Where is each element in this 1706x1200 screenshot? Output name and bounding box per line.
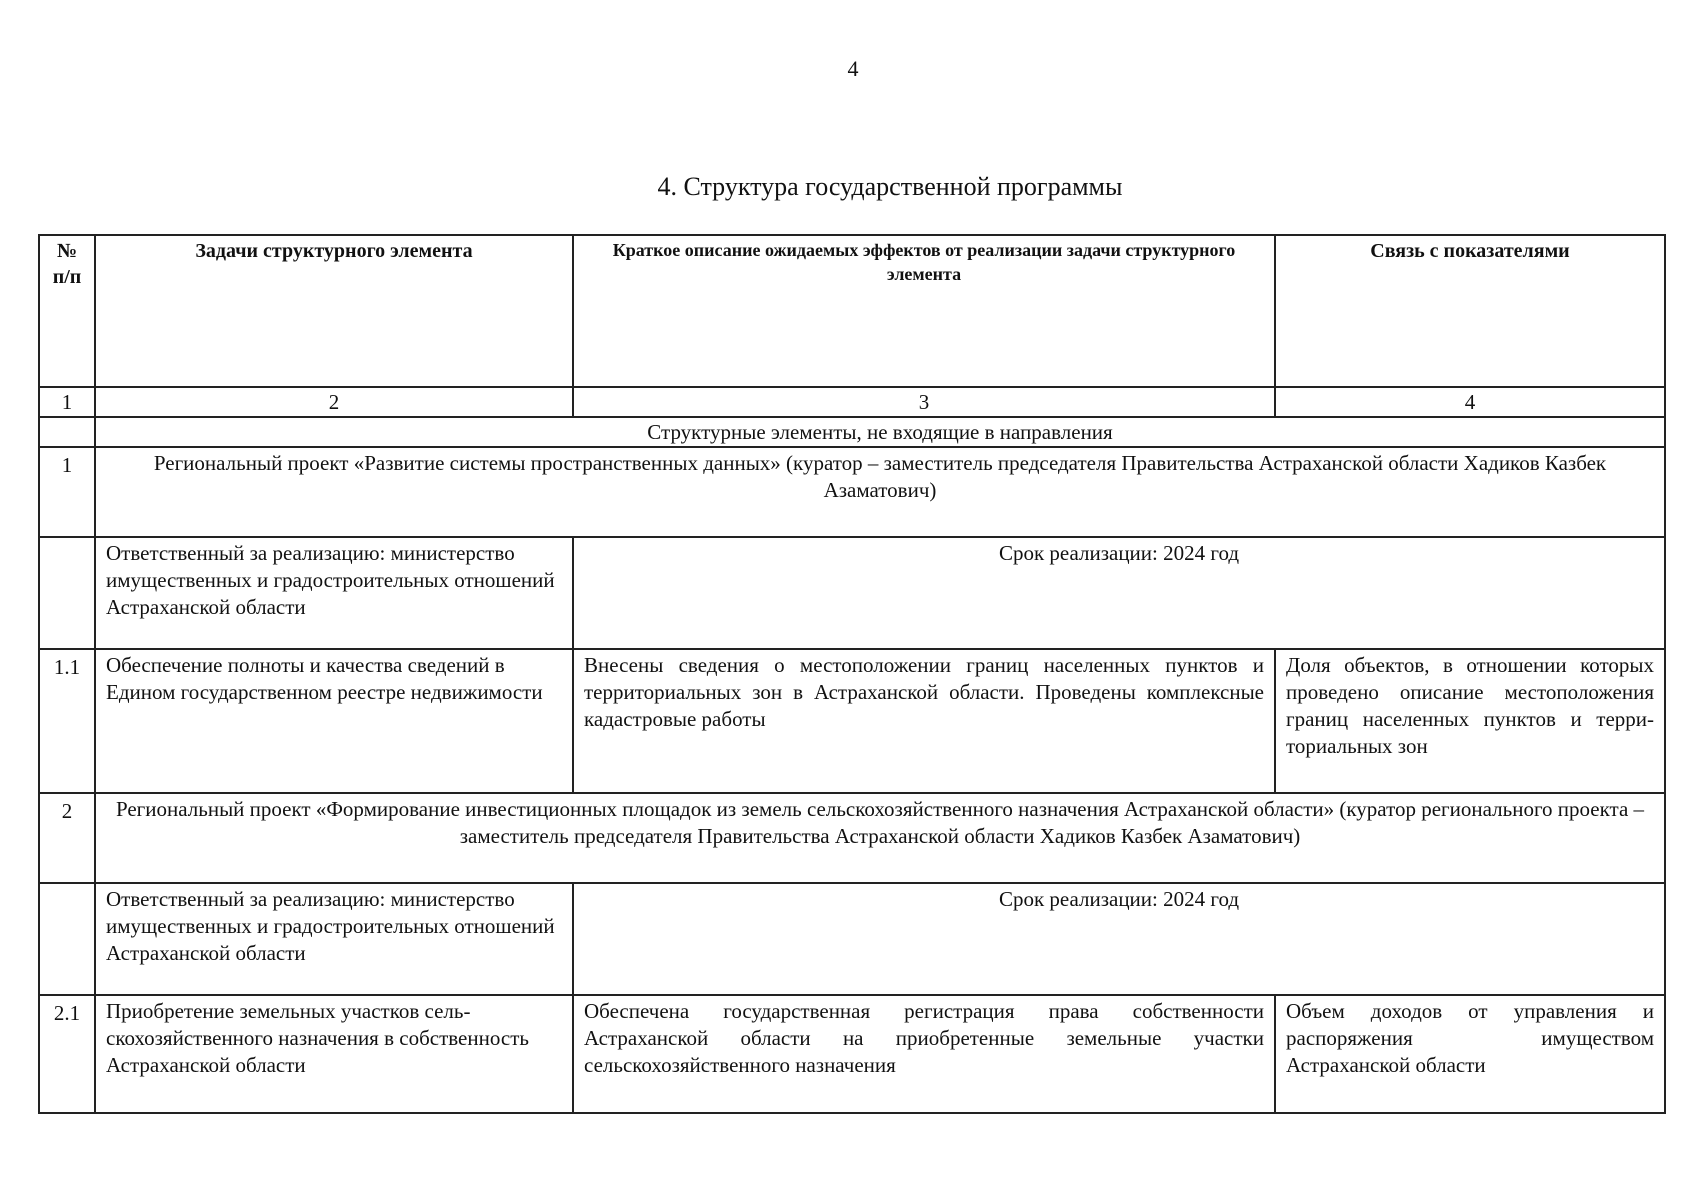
group-title: Структурные элементы, не входящие в направления <box>95 417 1665 447</box>
header-tasks: Задачи структурного элемента <box>95 235 573 387</box>
effect-cell: Внесены сведения о местоположении границ населенных пунктов и территориальных зон в Астраханской области. Проведены комплексные кадастровые работы <box>573 649 1275 793</box>
responsible-row <box>39 537 1665 649</box>
task-number: 1.1 <box>39 649 95 793</box>
task-row <box>39 649 1665 793</box>
task-number: 2.1 <box>39 995 95 1113</box>
project-title: Региональный проект «Формирование инвестиционных площадок из земель сельскохозяйственного назначения Астраханской области» (куратор регионального проекта – заместитель председателя Правительства Астраханской области Хадиков Казбек Азаматович) <box>95 793 1665 883</box>
header-effects: Краткое описание ожидаемых эффектов от реализации задачи структурного элемента <box>573 235 1275 387</box>
project-number: 2 <box>39 793 95 883</box>
page-number: 4 <box>847 56 859 81</box>
term-cell: Срок реализации: 2024 год <box>573 883 1665 995</box>
column-number: 4 <box>1275 387 1665 417</box>
effect-cell: Обеспечена государственная регистрация права собственности Астраханской области на приобретенные земельные участки сельскохозяйственного назначения <box>573 995 1275 1113</box>
project-number: 1 <box>39 447 95 537</box>
column-number: 2 <box>95 387 573 417</box>
group-row <box>39 417 1665 447</box>
column-number: 1 <box>39 387 95 417</box>
project-title: Региональный проект «Развитие системы пространственных данных» (куратор – заместитель председателя Правительства Астраханской области Хадиков Казбек Азаматович) <box>95 447 1665 537</box>
responsible-cell: Ответственный за реализацию: министерство имущественных и градостроительных отношений Астраханской области <box>95 537 573 649</box>
task-row <box>39 995 1665 1113</box>
responsible-row <box>39 883 1665 995</box>
project-row <box>39 447 1665 537</box>
task-cell: Обеспечение полноты и качества сведений в Едином государственном реестре недвижимости <box>95 649 573 793</box>
term-cell: Срок реализации: 2024 год <box>573 537 1665 649</box>
table-header-row <box>39 235 1665 387</box>
column-number-row <box>39 387 1665 417</box>
empty-number-cell <box>39 537 95 649</box>
empty-number-cell <box>39 883 95 995</box>
section-title: 4. Структура государственной программы <box>657 172 1123 201</box>
header-indicators: Связь с показателями <box>1275 235 1665 387</box>
responsible-cell: Ответственный за реализацию: министерство имущественных и градостроительных отношений Астраханской области <box>95 883 573 995</box>
group-number-cell <box>39 417 95 447</box>
column-number: 3 <box>573 387 1275 417</box>
indicator-cell: Доля объектов, в отношении которых проведено описание местоположения границ населенных пунктов и территориальных зон <box>1275 649 1665 793</box>
header-number: № п/п <box>39 235 95 387</box>
project-row <box>39 793 1665 883</box>
indicator-cell: Объем доходов от управления и распоряжения имуществом Астраханской области <box>1275 995 1665 1113</box>
program-structure-table <box>38 234 1666 1114</box>
task-cell: Приобретение земельных участков сельскохозяйственного назначения в собственность Астраханской области <box>95 995 573 1113</box>
